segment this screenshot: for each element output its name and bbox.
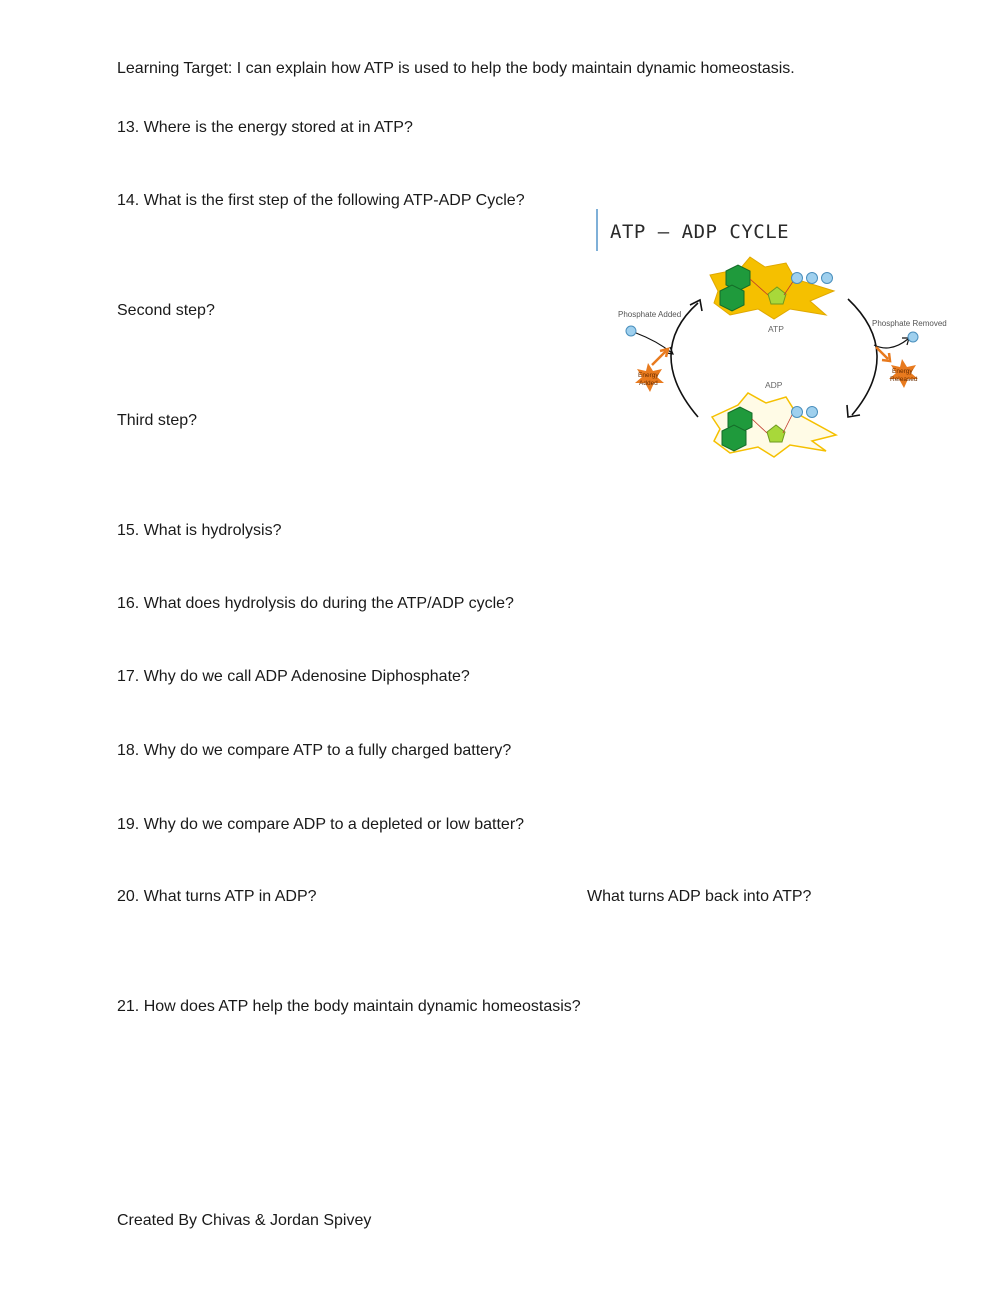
right-cycle-arrow	[848, 299, 877, 415]
atp-adp-cycle-svg	[590, 205, 970, 465]
atp-adp-cycle-diagram	[590, 205, 970, 465]
energy-added-text-2: Added	[639, 380, 658, 387]
phosphate-removed-curve	[874, 339, 908, 348]
footer-credit: Created By Chivas & Jordan Spivey	[117, 1212, 372, 1229]
question-15: 15. What is hydrolysis?	[117, 522, 282, 539]
added-phosphate-icon	[626, 326, 636, 336]
adp-hexagon-2	[722, 425, 746, 451]
phosphate-added-label: Phosphate Added	[618, 310, 682, 319]
removed-phosphate-icon	[908, 332, 918, 342]
title-accent-bar	[596, 209, 598, 251]
question-14-second-step: Second step?	[117, 302, 215, 319]
phosphate-removed-label: Phosphate Removed	[872, 319, 947, 328]
atp-phosphate-2	[807, 273, 818, 284]
adp-phosphate-1	[792, 407, 803, 418]
question-13: 13. Where is the energy stored at in ATP?	[117, 119, 413, 136]
atp-phosphate-3	[822, 273, 833, 284]
question-16: 16. What does hydrolysis do during the ATP/ADP cycle?	[117, 595, 514, 612]
energy-added-text-1: Energy	[638, 372, 659, 379]
energy-added-arrow	[652, 351, 666, 365]
learning-target: Learning Target: I can explain how ATP is used to help the body maintain dynamic homeostasis.	[117, 60, 795, 77]
question-18: 18. Why do we compare ATP to a fully charged battery?	[117, 742, 512, 759]
question-17: 17. Why do we call ADP Adenosine Diphosphate?	[117, 668, 470, 685]
atp-label: ATP	[768, 324, 784, 334]
atp-molecule	[710, 257, 834, 334]
energy-released-text-2: Released	[890, 376, 918, 383]
diagram-title: ATP — ADP CYCLE	[610, 221, 790, 243]
atp-phosphate-1	[792, 273, 803, 284]
question-19: 19. Why do we compare ADP to a depleted or low batter?	[117, 816, 525, 833]
question-20b: What turns ADP back into ATP?	[587, 888, 812, 905]
adp-phosphate-2	[807, 407, 818, 418]
question-21: 21. How does ATP help the body maintain dynamic homeostasis?	[117, 998, 581, 1015]
question-20a: 20. What turns ATP in ADP?	[117, 888, 317, 905]
atp-hexagon-2	[720, 285, 744, 311]
adp-molecule	[712, 380, 836, 457]
question-14-third-step: Third step?	[117, 412, 198, 429]
question-14: 14. What is the first step of the following ATP-ADP Cycle?	[117, 192, 525, 209]
adp-label: ADP	[765, 380, 783, 390]
left-cycle-arrow	[671, 303, 698, 417]
energy-released-text-1: Energy	[892, 368, 913, 375]
